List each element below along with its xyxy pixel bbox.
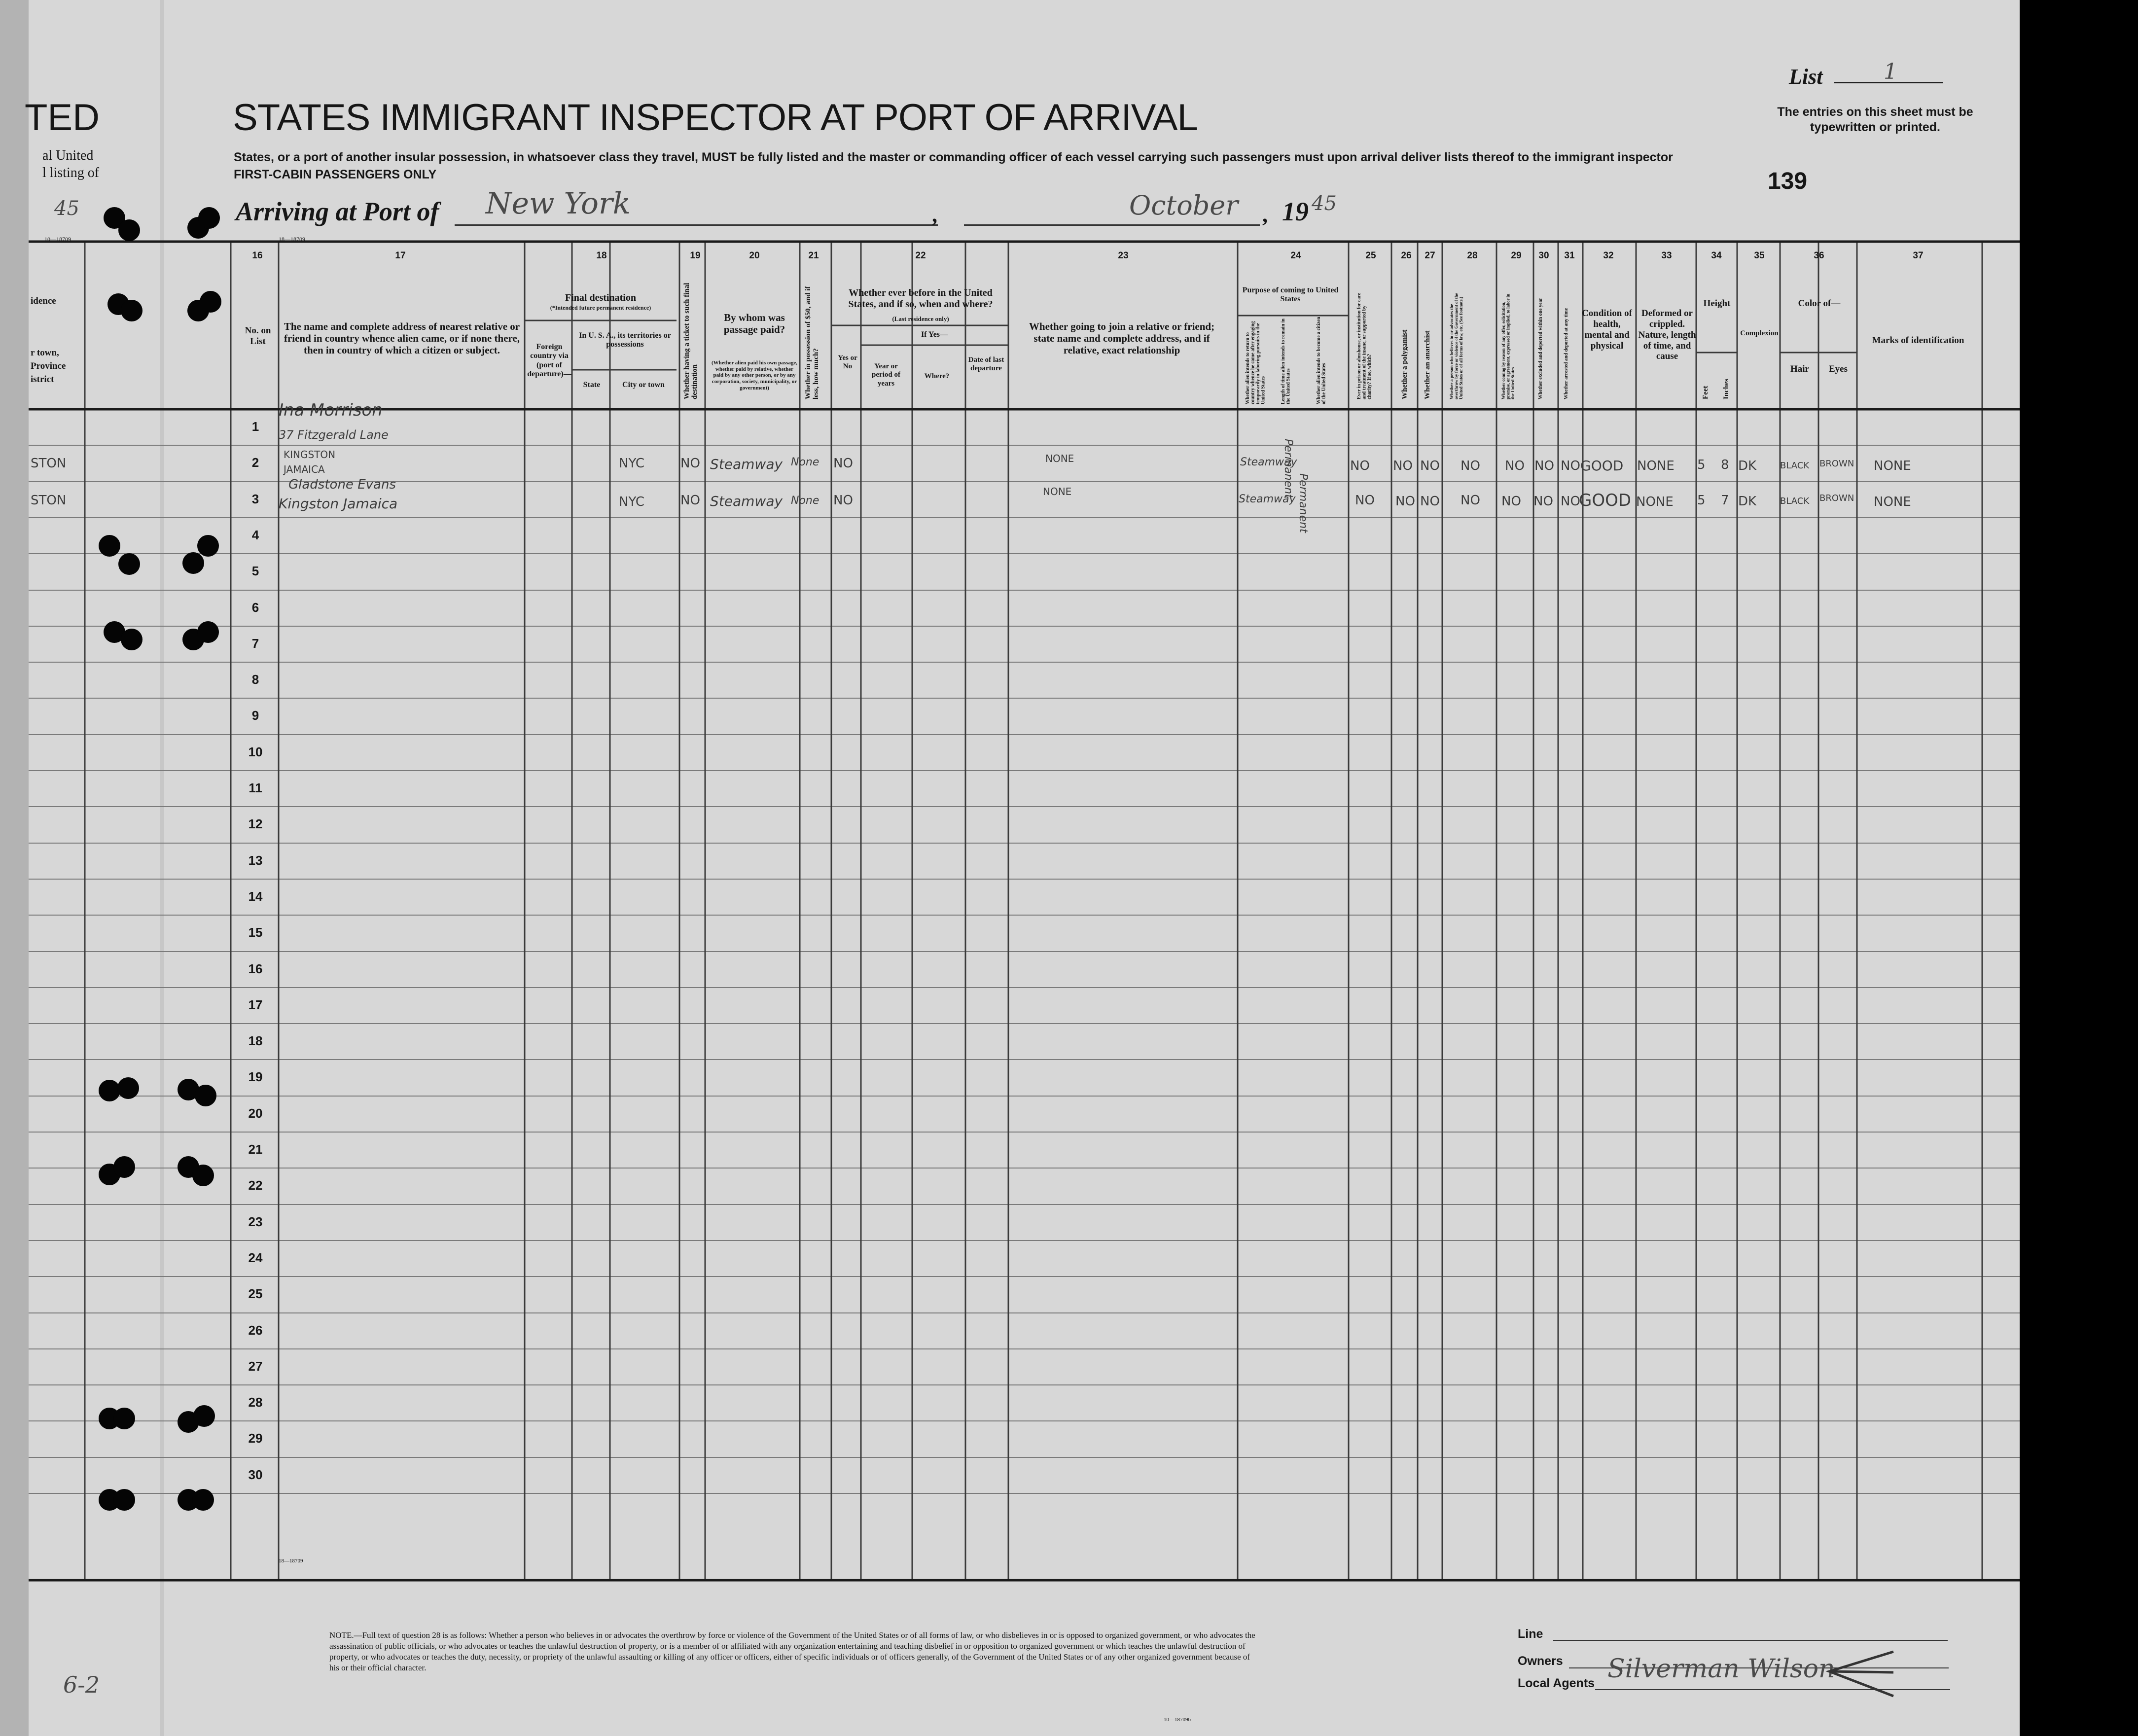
footnote: NOTE.—Full text of question 28 is as follows: Whether a person who believes in or advocates the overthrow by force or violence of the Government of the United States or of all forms of law, or who disbelieves in or is opposed to organized government, or who advocates the assassination of public officials, or who advocates or teaches the unlawful destruction of property, or is a member of or affiliated with any organization entertaining and teaching disbelief in or opposition to organized government or which teaches the unlawful destruction of property, or who advocates or teaches the duty, necessity, or propriety of the unlawful assaulting or killing of any officer or officers, either of specific individuals or of officers generally, of the Government of the United States or of any other organized government because of his or their official character. — [329, 1630, 1255, 1673]
entry-overthrow: NO — [1461, 493, 1480, 508]
arriving-label: Arriving at Port of — [236, 197, 439, 226]
entry-residence: STON — [31, 493, 67, 508]
entry-relative-city: KINGSTON — [284, 449, 336, 461]
row-number: 25 — [248, 1286, 263, 1301]
entry-complexion: DK — [1738, 459, 1757, 473]
header-labor-offer: Whether coming by reason of any offer, solicitation, promise, or agreement, expressed or implied, to labor in the United States — [1501, 293, 1515, 399]
punch-hole — [195, 1085, 216, 1106]
row-number: 10 — [248, 744, 263, 759]
header-passage-paid-sub: (Whether alien paid his own passage, whether paid by relative, whether paid by any other person, or by any corporation, society, municipality, or government) — [712, 360, 797, 391]
header-anarchist: Whether an anarchist — [1424, 330, 1431, 399]
row-number: 8 — [251, 672, 259, 687]
left-cut-year: 45 — [54, 197, 79, 220]
header-year-period: Year or period of years — [872, 362, 900, 388]
punch-hole — [121, 629, 143, 650]
subtitle: States, or a port of another insular possession, in whatsoever class they travel, MUST be fully listed and the master or commanding officer of each vessel carrying such passengers must upon arrival deliver lists thereof to the immigrant inspector — [234, 150, 1673, 164]
row-number: 18 — [248, 1033, 263, 1048]
entry-labor-offer: NO — [1501, 494, 1521, 509]
entry-purpose: Steamway — [1239, 493, 1296, 505]
row-number: 15 — [248, 925, 263, 940]
punch-hole — [113, 1489, 135, 1511]
punch-hole — [117, 1077, 139, 1099]
entry-hair: BLACK — [1780, 496, 1810, 506]
year-prefix: 19 — [1282, 197, 1309, 226]
entry-anarchist: NO — [1420, 459, 1440, 473]
entry-residence: STON — [31, 456, 67, 471]
header-hair: Hair — [1790, 364, 1809, 374]
entry-ticket: NO — [680, 456, 700, 471]
column-number: 25 — [1365, 250, 1376, 261]
column-number: 33 — [1661, 250, 1672, 261]
entry-passage-paid: Steamway — [710, 493, 783, 509]
row-number: 1 — [251, 419, 259, 434]
row-number: 4 — [251, 528, 259, 542]
row-number: 9 — [251, 708, 259, 723]
owners-label: Owners — [1518, 1654, 1563, 1668]
entry-relative-name: Ina Morrison — [279, 400, 383, 420]
header-ever-before-sub: (Last residence only) — [892, 315, 949, 322]
footnote-code: 10—18709b — [1164, 1717, 1191, 1723]
column-number: 24 — [1290, 250, 1301, 261]
entry-money: None — [791, 495, 820, 507]
header-deported: Whether arrested and deported at any time — [1564, 308, 1569, 399]
punch-hole — [200, 291, 221, 313]
entry-destination: NYC — [619, 495, 645, 509]
local-agents-value: Silverman Wilson — [1607, 1654, 1835, 1684]
header-height: Height — [1703, 298, 1731, 309]
row-number: 5 — [251, 564, 259, 578]
typewritten-note: The entries on this sheet must be typewritten or printed. — [1777, 105, 1973, 135]
header-district: istrict — [31, 374, 54, 385]
header-if-yes: If Yes— — [921, 330, 948, 339]
row-number: 2 — [251, 455, 259, 470]
entry-ticket: NO — [680, 493, 700, 508]
punch-hole — [118, 219, 140, 241]
entry-eyes: BROWN — [1819, 459, 1854, 469]
form-code-mid: 18—18709 — [279, 236, 305, 243]
row-number: 27 — [248, 1359, 263, 1374]
punch-hole — [192, 1489, 214, 1511]
entry-stay-length: Permanent — [1282, 439, 1294, 498]
entry-ever-before: NO — [833, 456, 853, 471]
row-number: 20 — [248, 1106, 263, 1121]
list-label: List — [1789, 65, 1823, 89]
header-province: Province — [31, 361, 66, 371]
entry-excluded: NO — [1533, 494, 1553, 509]
header-residence: idence — [31, 296, 56, 306]
column-number: 36 — [1814, 250, 1824, 261]
header-final-destination: Final destination — [565, 292, 636, 303]
header-foreign-country: Foreign country via (port of departure)— — [527, 343, 571, 379]
header-ever-before: Whether ever before in the United States, and if so, when and where? — [848, 287, 993, 310]
punch-hole — [99, 535, 120, 557]
row-number: 16 — [248, 961, 263, 976]
entry-feet: 5 — [1697, 458, 1706, 472]
punch-hole — [193, 1405, 215, 1427]
first-cabin-label: FIRST-CABIN PASSENGERS ONLY — [234, 168, 437, 181]
form-code-bottom: 18—18709 — [279, 1558, 303, 1564]
header-yes-no: Yes or No — [838, 354, 857, 371]
row-number: 23 — [248, 1214, 263, 1229]
header-date-last-departure: Date of last departure — [968, 356, 1004, 373]
header-where: Where? — [924, 372, 950, 380]
local-agents-label: Local Agents — [1518, 1676, 1595, 1690]
column-number: 30 — [1538, 250, 1549, 261]
row-number: 13 — [248, 853, 263, 868]
header-passage-paid: By whom was passage paid? — [723, 312, 785, 336]
entry-labor-offer: NO — [1505, 459, 1525, 473]
entry-inches: 8 — [1721, 458, 1729, 472]
row-number: 21 — [248, 1142, 263, 1157]
header-purpose-citizen: Whether alien intends to become a citizen of the United States — [1316, 317, 1327, 404]
entry-health: GOOD — [1580, 458, 1624, 474]
entry-feet: 5 — [1697, 493, 1706, 508]
entry-stay-length: Permanent — [1297, 473, 1309, 533]
entry-eyes: BROWN — [1819, 493, 1854, 503]
entry-inches: 7 — [1721, 493, 1729, 508]
page-title: STATES IMMIGRANT INSPECTOR AT PORT OF ARRIVAL — [233, 97, 1198, 139]
row-number: 6 — [251, 600, 259, 615]
row-number: 12 — [248, 816, 263, 831]
column-number: 32 — [1603, 250, 1614, 261]
header-health: Condition of health, mental and physical — [1582, 308, 1632, 351]
entry-joining: NONE — [1045, 453, 1074, 464]
year-suffix: 45 — [1312, 192, 1337, 215]
left-cut-title: TED — [25, 97, 100, 139]
entry-relative-address: 37 Fitzgerald Lane — [279, 428, 389, 442]
entry-prison: NO — [1355, 493, 1375, 508]
entry-overthrow: NO — [1461, 459, 1480, 473]
port-value: New York — [486, 186, 631, 221]
line-label: Line — [1518, 1627, 1543, 1641]
header-state: State — [583, 381, 601, 389]
header-eyes: Eyes — [1829, 364, 1848, 374]
entry-deformed: NONE — [1637, 459, 1675, 473]
column-number: 17 — [395, 250, 406, 261]
header-deformed: Deformed or crippled. Nature, length of time, and cause — [1638, 308, 1696, 362]
row-number: 28 — [248, 1395, 263, 1410]
left-cut-line-2: l listing of — [42, 165, 100, 180]
row-number: 11 — [249, 780, 262, 795]
header-excluded: Whether excluded and deported within one year — [1538, 298, 1543, 399]
entry-complexion: DK — [1738, 494, 1757, 509]
entry-ever-before: NO — [833, 493, 853, 508]
form-code-top: 10—18709 — [44, 236, 71, 243]
column-number: 16 — [252, 250, 263, 261]
column-number: 29 — [1511, 250, 1522, 261]
header-relative: The name and complete address of nearest relative or friend in country whence alien came, or if none there, then in country of which a citizen or subject. — [284, 320, 520, 356]
entry-destination: NYC — [619, 456, 645, 471]
row-number: 3 — [251, 492, 259, 506]
header-purpose: Purpose of coming to United States — [1242, 286, 1339, 304]
row-number: 19 — [248, 1069, 263, 1084]
header-feet: Feet — [1702, 386, 1710, 399]
punch-hole — [182, 552, 204, 574]
header-final-destination-sub: (*Intended future permanent residence) — [550, 304, 651, 311]
column-number: 37 — [1913, 250, 1924, 261]
punch-hole — [118, 553, 140, 575]
entry-passage-paid: Steamway — [710, 456, 783, 472]
arrow-mark-icon — [1819, 1642, 1898, 1706]
punch-hole — [113, 1156, 135, 1178]
header-no-on-list: No. on List — [245, 325, 271, 347]
column-number: 34 — [1711, 250, 1722, 261]
entry-relative-name: Gladstone Evans — [288, 477, 396, 492]
punch-hole — [99, 1080, 120, 1101]
header-city: City or town — [622, 381, 665, 389]
row-number: 26 — [248, 1323, 263, 1338]
row-number: 22 — [248, 1178, 263, 1193]
column-number: 27 — [1425, 250, 1435, 261]
column-number: 18 — [596, 250, 607, 261]
column-number: 21 — [808, 250, 819, 261]
entry-prison: NO — [1350, 459, 1370, 473]
entry-excluded: NO — [1534, 459, 1554, 473]
punch-hole — [121, 300, 143, 321]
entry-relative-address: Kingston Jamaica — [279, 496, 398, 512]
header-complexion: Complexion — [1740, 329, 1779, 337]
entry-polygamist: NO — [1393, 459, 1413, 473]
header-inches: Inches — [1722, 379, 1730, 399]
column-number: 26 — [1401, 250, 1412, 261]
punch-hole — [113, 1408, 135, 1429]
header-purpose-return: Whether alien intends to return to country whence he came after engaging temporarily in laboring pursuits in the United States — [1245, 321, 1266, 404]
column-number: 28 — [1467, 250, 1478, 261]
column-number: 23 — [1118, 250, 1129, 261]
header-town: r town, — [31, 348, 59, 358]
header-joining: Whether going to join a relative or friend; state name and complete address, and if relative, exact relationship — [1029, 320, 1215, 356]
entry-relative-country: JAMAICA — [284, 463, 325, 475]
header-polygamist: Whether a polygamist — [1401, 329, 1409, 399]
entry-money: None — [791, 456, 820, 468]
header-money: Whether in possession of $50, and if less, how much? — [804, 286, 820, 399]
entry-purpose: Steamway — [1240, 456, 1297, 468]
entry-marks: NONE — [1874, 495, 1911, 509]
header-overthrow: Whether a person who believes in or advocates the overthrow by force or violence of the Government of the United States or of all forms of law, etc. (See footnote.) — [1449, 293, 1463, 399]
column-number: 19 — [690, 250, 701, 261]
header-marks: Marks of identification — [1872, 335, 1964, 346]
entry-deported: NO — [1561, 459, 1580, 473]
row-number: 30 — [248, 1467, 263, 1482]
entry-polygamist: NO — [1395, 494, 1415, 509]
row-number: 29 — [248, 1431, 263, 1446]
row-number: 24 — [248, 1250, 263, 1265]
list-value: 1 — [1884, 59, 1897, 84]
punch-hole — [198, 207, 220, 229]
column-number: 35 — [1754, 250, 1765, 261]
date-month: October — [1129, 190, 1239, 221]
left-cut-line-1: al United — [42, 148, 94, 163]
header-color: Color of— — [1798, 298, 1841, 309]
header-prison: Ever in prison or almshouse, or institution for care and treatment of the insane, or supported by charity? If so, which? — [1356, 292, 1372, 399]
entry-deformed: NONE — [1636, 495, 1674, 509]
row-number: 7 — [251, 636, 259, 651]
entry-joining: NONE — [1043, 486, 1072, 497]
punch-hole — [197, 535, 219, 557]
entry-deported: NO — [1561, 494, 1580, 509]
column-number: 22 — [915, 250, 926, 261]
page-number: 139 — [1768, 168, 1808, 194]
entry-marks: NONE — [1874, 459, 1911, 473]
entry-anarchist: NO — [1420, 494, 1440, 509]
row-number: 17 — [248, 997, 263, 1012]
punch-hole — [197, 621, 219, 643]
entry-hair: BLACK — [1780, 461, 1810, 471]
header-ticket: Whether having a ticket to such final destination — [683, 283, 699, 399]
column-number: 31 — [1564, 250, 1575, 261]
column-number: 20 — [749, 250, 760, 261]
header-usa: In U. S. A., its territories or possessions — [579, 331, 671, 349]
header-purpose-length: Length of time alien intends to remain in the United States — [1281, 319, 1291, 404]
entry-health: GOOD — [1579, 491, 1632, 510]
row-number: 14 — [248, 889, 263, 904]
punch-hole — [192, 1165, 214, 1186]
corner-mark: 6-2 — [63, 1671, 100, 1698]
